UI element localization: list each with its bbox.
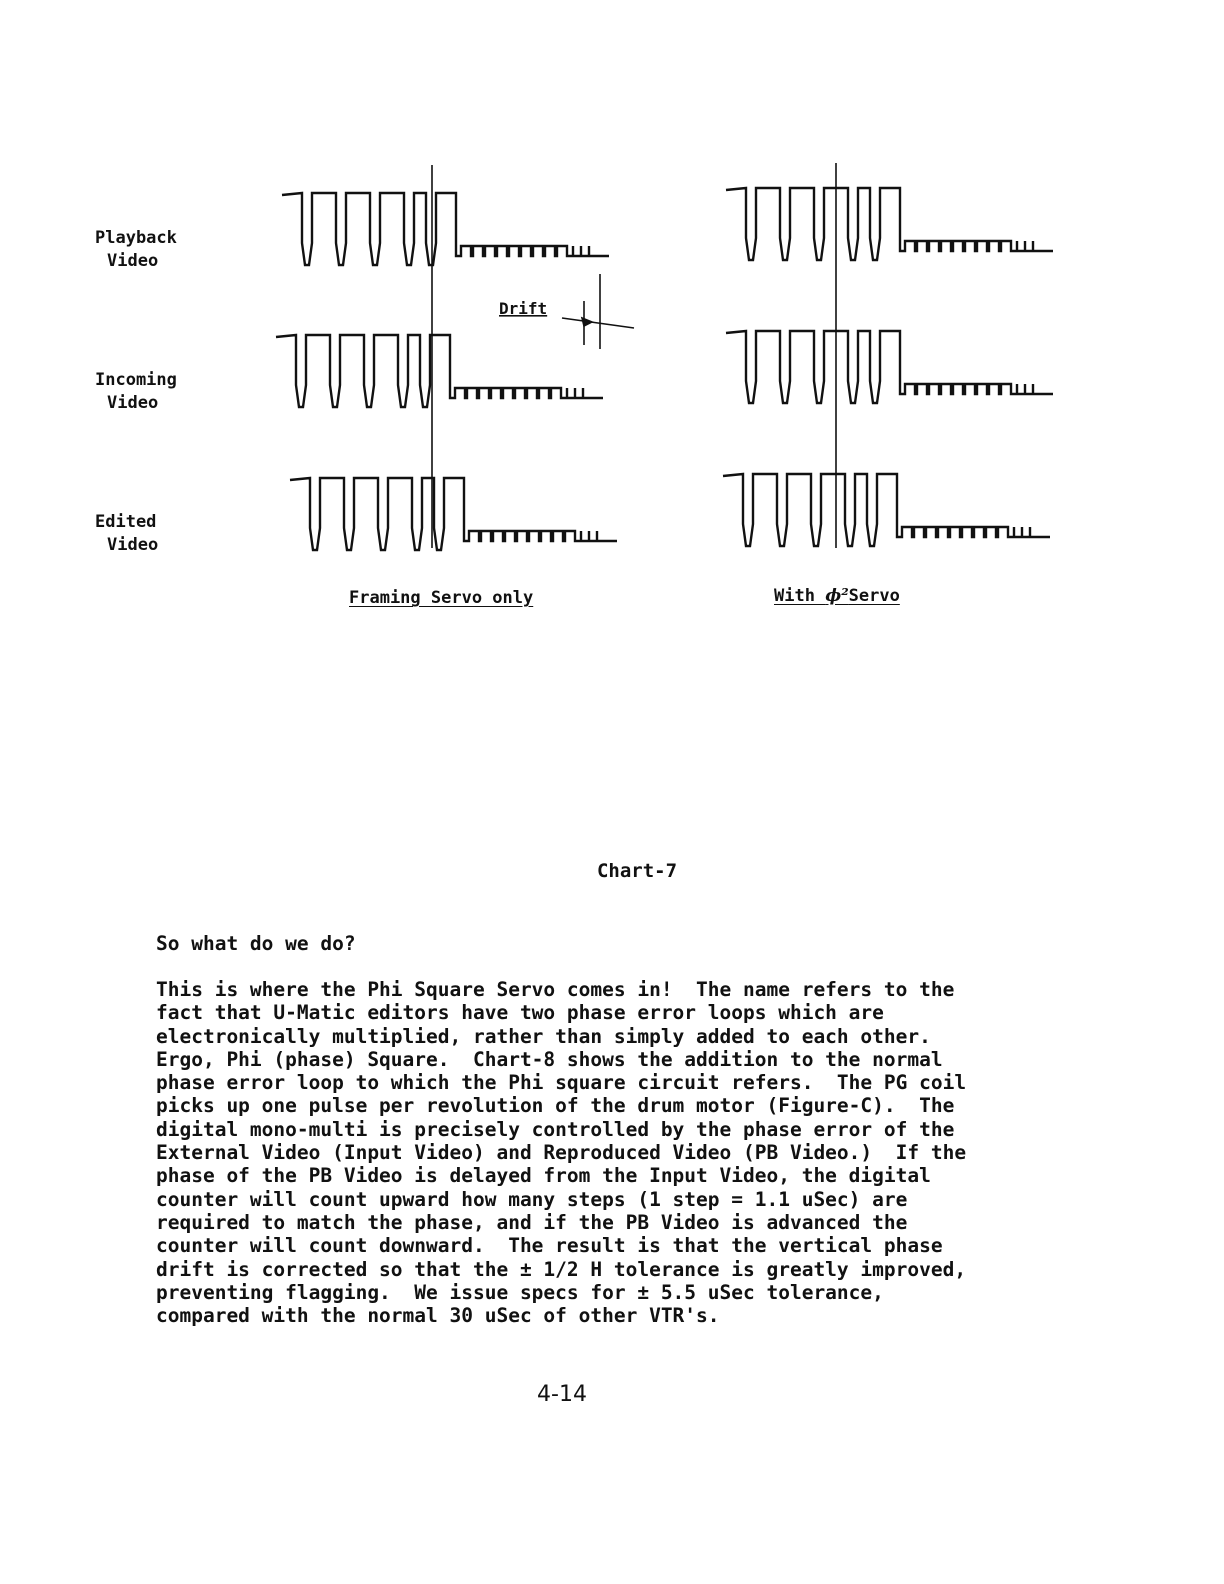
question-text: So what do we do? — [156, 932, 356, 955]
chart-title: Chart-7 — [596, 860, 678, 882]
row-label-line1: Edited — [95, 512, 157, 532]
row-label-line2: Video — [107, 251, 159, 271]
row-label-line2: Video — [107, 393, 159, 413]
body-line: drift is corrected so that the ± 1/2 H tolerance is greatly improved, — [156, 1257, 967, 1281]
body-line: digital mono-multi is precisely controlled by the phase error of the — [156, 1117, 955, 1141]
drift-label: Drift — [499, 299, 548, 318]
caption-phi-square-servo: With ϕ²Servo — [774, 586, 900, 606]
waveform-playback-framing — [282, 193, 609, 265]
row-label-line1: Incoming — [95, 370, 177, 390]
row-label-line1: Playback — [95, 228, 177, 248]
body-line: phase of the PB Video is delayed from the Input Video, the digital — [156, 1164, 931, 1188]
body-line: electronically multiplied, rather than simply added to each other. — [156, 1024, 931, 1048]
waveform-edited-phi-square — [723, 474, 1050, 546]
body-line: Ergo, Phi (phase) Square. Chart-8 shows the addition to the normal — [156, 1047, 943, 1071]
body-line: counter will count upward how many steps (1 step = 1.1 uSec) are — [156, 1187, 908, 1211]
caption-framing-servo: Framing Servo only — [349, 588, 534, 608]
body-line: counter will count downward. The result is that the vertical phase — [156, 1234, 943, 1258]
waveform-incoming-framing — [276, 335, 603, 407]
body-paragraph — [156, 978, 1136, 1327]
body-line: phase error loop to which the Phi square circuit refers. The PG coil — [156, 1071, 967, 1095]
waveform-diagram — [0, 150, 1224, 570]
phi-squared-symbol: ϕ² — [825, 586, 849, 606]
body-line: required to match the phase, and if the PB Video is advanced the — [156, 1210, 908, 1234]
waveform-edited-framing — [290, 478, 617, 550]
body-line: This is where the Phi Square Servo comes in! The name refers to the — [156, 978, 955, 1001]
row-label-line2: Video — [107, 535, 159, 555]
body-line: fact that U-Matic editors have two phase error loops which are — [156, 1001, 884, 1025]
body-line: picks up one pulse per revolution of the drum motor (Figure-C). The — [156, 1094, 955, 1118]
page-number: 4-14 — [537, 1382, 587, 1407]
waveform-layer — [276, 188, 1053, 550]
body-line: compared with the normal 30 uSec of other VTR's. — [156, 1304, 720, 1328]
waveform-incoming-phi-square — [726, 331, 1053, 403]
waveform-playback-phi-square — [726, 188, 1053, 260]
body-line: External Video (Input Video) and Reproduced Video (PB Video.) If the — [156, 1141, 967, 1165]
body-line: preventing flagging. We issue specs for ± 5.5 uSec tolerance, — [156, 1280, 884, 1304]
drift-annotation — [499, 274, 634, 349]
